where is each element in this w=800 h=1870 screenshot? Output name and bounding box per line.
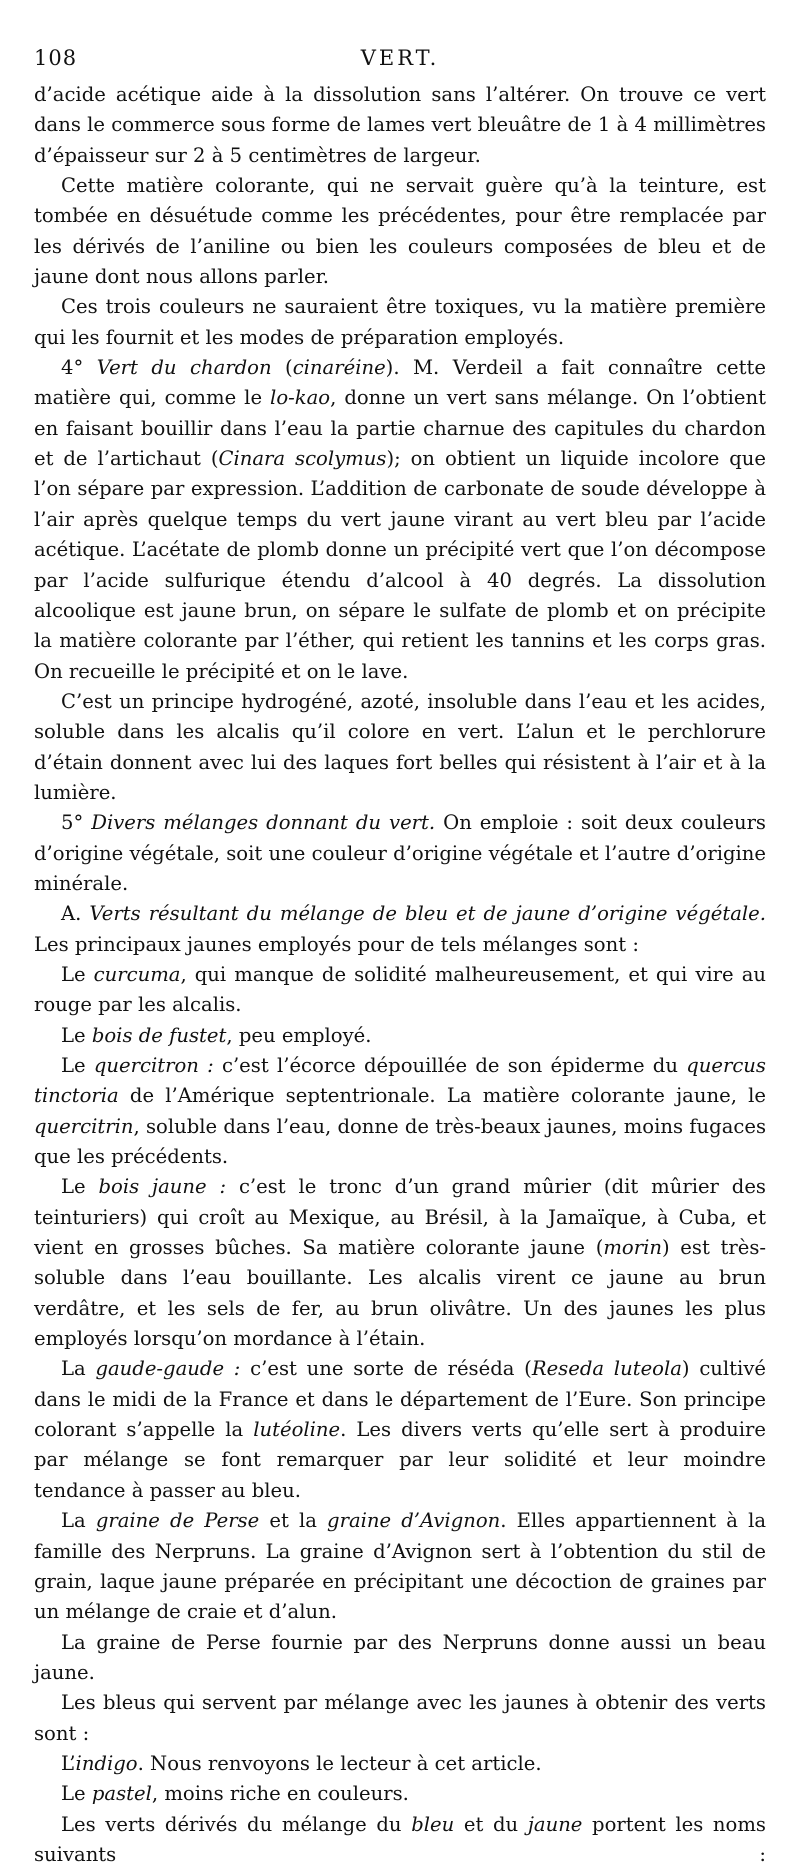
italic-run: quercitron : bbox=[93, 1054, 214, 1077]
italic-run: bois jaune : bbox=[98, 1175, 227, 1199]
paragraph-p12 bbox=[34, 1354, 766, 1506]
text-run: La bbox=[61, 1357, 96, 1381]
italic-run: graine de Perse bbox=[95, 1509, 260, 1533]
paragraph-p3 bbox=[34, 292, 766, 353]
paragraph-p11 bbox=[34, 1172, 766, 1354]
text-run: C’est un principe hydrogéné, azoté, insoluble dans l’eau et les acides, soluble dans les alcalis qu’il colore en vert. L’alun et le perchlorure d’étain donnent avec lui des laques fort belles qui résistent à l’air et à la lumière. bbox=[34, 689, 766, 804]
paragraph-p15 bbox=[34, 1688, 766, 1749]
text-run: ); on obtient un liquide incolore que l’on sépare par expression. L’addition de carbonate de soude développe à l’air après quelque temps du vert jaune virant au vert bleu par l’acide acétique. L’acétate de plomb donne un précipité vert que l’on décompose par l’acide sulfurique étendu d’alcool à 40 degrés. La dissolution alcoolique est jaune brun, on sépare le sulfate de plomb et on précipite la matière colorante par l’éther, qui retient les tannins et les corps gras. On recueille le précipité et on le lave. bbox=[34, 447, 766, 683]
italic-run: cinaréine bbox=[292, 356, 386, 380]
text-run: Le bbox=[61, 962, 94, 986]
paragraph-p17 bbox=[34, 1779, 766, 1809]
italic-run: jaune bbox=[527, 1812, 583, 1836]
text-run: Le bbox=[61, 1023, 92, 1047]
text-run: . Nous renvoyons le lecteur à cet article. bbox=[137, 1751, 542, 1775]
text-run: . Les divers verts qu’elle sert à produire par mélange se font remarquer par leur solidité et leur moindre tendance à passer au bleu. bbox=[34, 1418, 766, 1502]
text-run: Le bbox=[61, 1175, 99, 1199]
text-run: Le bbox=[61, 1054, 94, 1077]
body-text bbox=[34, 80, 766, 1870]
text-run: Le bbox=[61, 1782, 92, 1806]
italic-run: lutéoline bbox=[253, 1418, 341, 1442]
paragraph-p14 bbox=[34, 1628, 766, 1689]
text-run: 4° bbox=[61, 356, 97, 380]
text-run: c’est le tronc d’un grand mûrier (dit mûrier des teinturiers) qui croît au Mexique, au Brésil, à la Jamaïque, à Cuba, et vient en grosses bûches. Sa matière colorante jaune ( bbox=[34, 1175, 766, 1260]
text-run: Les bleus qui servent par mélange avec les jaunes à obtenir des verts sont : bbox=[34, 1691, 766, 1745]
paragraph-p6 bbox=[34, 808, 766, 899]
text-run: portent les noms suivants : bbox=[34, 1812, 766, 1866]
paragraph-p4 bbox=[34, 353, 766, 687]
text-run: de l’Amérique septentrionale. La matière colorante jaune, le bbox=[118, 1084, 766, 1108]
text-run: ) est très-soluble dans l’eau bouillante. Les alcalis virent ce jaune au brun verdâtre, et les sels de fer, au brun olivâtre. Un des jaunes les plus employés lorsqu’on mordance à l’étain. bbox=[34, 1236, 766, 1351]
text-run: ( bbox=[271, 356, 293, 380]
paragraph-p9 bbox=[34, 1021, 766, 1051]
paragraph-p8 bbox=[34, 960, 766, 1021]
text-run: ) cultivé dans le midi de la France et dans le département de l’Eure. Son principe colorant s’appelle la bbox=[34, 1357, 766, 1442]
page-number: 108 bbox=[34, 46, 78, 70]
italic-run: quercitrin bbox=[34, 1114, 134, 1138]
text-run: , qui manque de solidité malheureusement, et qui vire au rouge par les alcalis. bbox=[34, 962, 766, 1017]
text-run: Ces trois couleurs ne sauraient être toxiques, vu la matière première qui les fournit et les modes de préparation employés. bbox=[34, 295, 766, 349]
text-run: et du bbox=[454, 1812, 528, 1836]
paragraph-p7 bbox=[34, 899, 766, 960]
italic-run: Verts résultant du mélange de bleu et de jaune d’origine végétale. bbox=[89, 902, 766, 926]
italic-run: Reseda luteola bbox=[531, 1357, 682, 1381]
text-run: Les verts dérivés du mélange du bbox=[61, 1812, 412, 1836]
text-run: et la bbox=[259, 1509, 328, 1533]
text-run: , donne un vert sans mélange. On l’obtient en faisant bouillir dans l’eau la partie charnue des capitules du chardon et de l’artichaut ( bbox=[34, 386, 766, 471]
text-run: c’est l’écorce dépouillée de son épiderme du bbox=[213, 1054, 687, 1077]
italic-run: graine d’Avignon bbox=[327, 1509, 501, 1533]
text-run: d’acide acétique aide à la dissolution sans l’altérer. On trouve ce vert dans le commerce sous forme de lames vert bleuâtre de 1 à 4 millimètres d’épaisseur sur 2 à 5 centimètres de largeur. bbox=[34, 83, 766, 167]
paragraph-p10 bbox=[34, 1051, 766, 1172]
italic-run: lo-kao bbox=[270, 386, 331, 410]
italic-run: indigo bbox=[75, 1751, 138, 1775]
text-run: L’ bbox=[61, 1751, 76, 1775]
italic-run: Cinara scolymus bbox=[218, 447, 387, 471]
italic-run: pastel bbox=[91, 1782, 152, 1806]
italic-run: bleu bbox=[411, 1812, 455, 1836]
paragraph-p18 bbox=[34, 1810, 766, 1870]
text-run: La bbox=[61, 1509, 96, 1533]
paragraph-p5 bbox=[34, 687, 766, 808]
paragraph-p1 bbox=[34, 80, 766, 171]
text-run: 5° bbox=[61, 811, 92, 835]
text-run: On emploie : soit deux couleurs d’origine végétale, soit une couleur d’origine végétale et l’autre d’origine minérale. bbox=[34, 811, 766, 895]
italic-run: bois de fustet bbox=[91, 1023, 227, 1047]
paragraph-p16 bbox=[34, 1749, 766, 1779]
text-run: Les principaux jaunes employés pour de tels mélanges sont : bbox=[34, 932, 639, 956]
paragraph-p13 bbox=[34, 1506, 766, 1627]
running-title: VERT. bbox=[360, 46, 440, 70]
text-run: ). M. Verdeil a fait connaître cette matière qui, comme le bbox=[34, 356, 766, 410]
italic-run: morin bbox=[603, 1236, 662, 1260]
text-run: , soluble dans l’eau, donne de très-beaux jaunes, moins fugaces que les précédents. bbox=[34, 1114, 766, 1169]
text-run: La graine de Perse fournie par des Nerpruns donne aussi un beau jaune. bbox=[34, 1630, 766, 1684]
text-run: c’est une sorte de réséda ( bbox=[240, 1357, 532, 1381]
italic-run: gaude-gaude : bbox=[95, 1357, 241, 1381]
paragraph-p2 bbox=[34, 171, 766, 292]
italic-run: Vert du chardon bbox=[96, 356, 272, 380]
text-run: Cette matière colorante, qui ne servait guère qu’à la teinture, est tombée en désuétude comme les précédentes, pour être remplacée par les dérivés de l’aniline ou bien les couleurs composées de bleu et de jaune dont nous allons parler. bbox=[34, 174, 766, 289]
italic-run: quercus tinctoria bbox=[34, 1054, 766, 1108]
page-header bbox=[34, 46, 766, 76]
text-run: . Elles appartiennent à la famille des Nerpruns. La graine d’Avignon sert à l’obtention du stil de grain, laque jaune préparée en précipitant une décoction de graines par un mélange de craie et d’alun. bbox=[34, 1509, 767, 1624]
text-run: A. bbox=[61, 902, 90, 926]
text-run: , moins riche en couleurs. bbox=[151, 1782, 409, 1806]
italic-run: curcuma bbox=[93, 962, 181, 986]
text-run: , peu employé. bbox=[226, 1023, 372, 1047]
italic-run: Divers mélanges donnant du vert. bbox=[91, 811, 436, 835]
